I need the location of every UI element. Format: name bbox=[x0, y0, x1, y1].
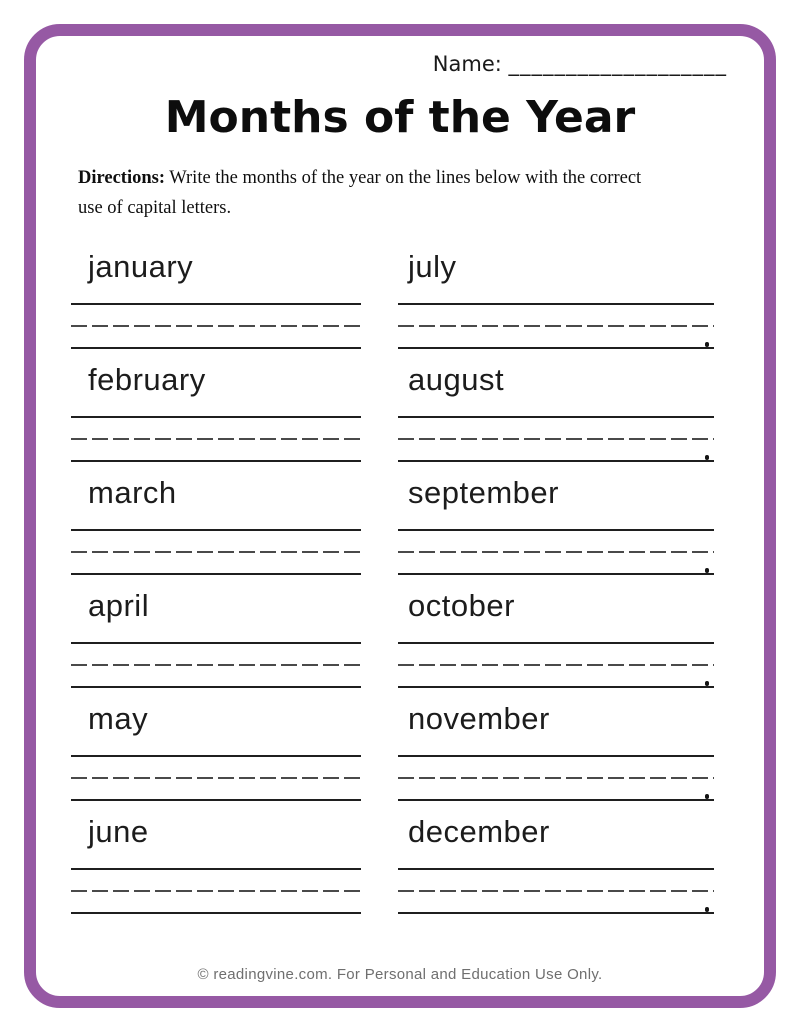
months-grid bbox=[71, 244, 714, 922]
period-mark bbox=[705, 907, 710, 912]
writing-line-bottom[interactable] bbox=[398, 573, 714, 575]
month-label: december bbox=[408, 814, 550, 849]
month-group bbox=[71, 357, 361, 470]
writing-line-top[interactable] bbox=[398, 303, 714, 305]
writing-line-middle[interactable] bbox=[398, 664, 714, 666]
writing-line-top[interactable] bbox=[398, 529, 714, 531]
writing-line-bottom[interactable] bbox=[398, 912, 714, 914]
writing-line-middle[interactable] bbox=[398, 438, 714, 440]
name-blank-line[interactable]: ___________________ bbox=[508, 52, 727, 76]
month-label: june bbox=[88, 814, 149, 849]
month-label: august bbox=[408, 362, 505, 397]
period-mark bbox=[705, 794, 710, 799]
writing-line-bottom[interactable] bbox=[71, 347, 361, 349]
month-label: may bbox=[88, 701, 149, 736]
writing-line-top[interactable] bbox=[71, 642, 361, 644]
writing-line-middle[interactable] bbox=[398, 777, 714, 779]
writing-line-middle[interactable] bbox=[398, 551, 714, 553]
month-group bbox=[398, 470, 714, 583]
writing-line-top[interactable] bbox=[71, 529, 361, 531]
writing-line-top[interactable] bbox=[71, 416, 361, 418]
writing-line-middle[interactable] bbox=[71, 890, 361, 892]
writing-line-middle[interactable] bbox=[398, 325, 714, 327]
writing-line-middle[interactable] bbox=[71, 438, 361, 440]
month-group bbox=[71, 470, 361, 583]
directions-text-line2: use of capital letters. bbox=[78, 197, 232, 218]
month-label: september bbox=[408, 475, 559, 510]
writing-line-bottom[interactable] bbox=[398, 460, 714, 462]
footer-text: © readingvine.com. For Personal and Education Use Only. bbox=[197, 966, 603, 983]
month-group bbox=[398, 357, 714, 470]
period-mark bbox=[705, 342, 710, 347]
writing-line-middle[interactable] bbox=[71, 664, 361, 666]
month-label: october bbox=[408, 588, 515, 623]
month-label: march bbox=[88, 475, 177, 510]
name-row bbox=[433, 52, 727, 76]
month-group bbox=[398, 244, 714, 357]
writing-line-bottom[interactable] bbox=[71, 460, 361, 462]
directions-label: Directions: bbox=[78, 168, 165, 188]
month-label: july bbox=[408, 249, 457, 284]
month-group bbox=[71, 809, 361, 922]
writing-line-top[interactable] bbox=[71, 755, 361, 757]
month-label: november bbox=[408, 701, 550, 736]
month-label: april bbox=[88, 588, 150, 623]
month-group bbox=[398, 696, 714, 809]
writing-line-middle[interactable] bbox=[398, 890, 714, 892]
name-label: Name: bbox=[432, 52, 502, 76]
month-label: january bbox=[88, 249, 194, 284]
writing-line-middle[interactable] bbox=[71, 325, 361, 327]
writing-line-top[interactable] bbox=[398, 868, 714, 870]
writing-line-bottom[interactable] bbox=[398, 347, 714, 349]
writing-line-middle[interactable] bbox=[71, 551, 361, 553]
writing-line-top[interactable] bbox=[71, 868, 361, 870]
month-group bbox=[71, 583, 361, 696]
month-group bbox=[398, 583, 714, 696]
period-mark bbox=[705, 681, 710, 686]
writing-line-middle[interactable] bbox=[71, 777, 361, 779]
writing-line-bottom[interactable] bbox=[71, 799, 361, 801]
writing-line-bottom[interactable] bbox=[71, 686, 361, 688]
period-mark bbox=[705, 455, 710, 460]
period-mark bbox=[705, 568, 710, 573]
writing-line-top[interactable] bbox=[71, 303, 361, 305]
directions bbox=[78, 164, 728, 224]
month-group bbox=[398, 809, 714, 922]
writing-line-bottom[interactable] bbox=[398, 799, 714, 801]
worksheet-title: Months of the Year bbox=[164, 92, 636, 143]
months-column-left bbox=[71, 244, 361, 922]
writing-line-bottom[interactable] bbox=[71, 912, 361, 914]
writing-line-top[interactable] bbox=[398, 755, 714, 757]
writing-line-top[interactable] bbox=[398, 642, 714, 644]
writing-line-bottom[interactable] bbox=[71, 573, 361, 575]
directions-text-line1: Write the months of the year on the lines below with the correct bbox=[169, 168, 642, 188]
month-group bbox=[71, 696, 361, 809]
month-group bbox=[71, 244, 361, 357]
writing-line-bottom[interactable] bbox=[398, 686, 714, 688]
months-column-right bbox=[398, 244, 714, 922]
writing-line-top[interactable] bbox=[398, 416, 714, 418]
month-label: february bbox=[88, 362, 206, 397]
